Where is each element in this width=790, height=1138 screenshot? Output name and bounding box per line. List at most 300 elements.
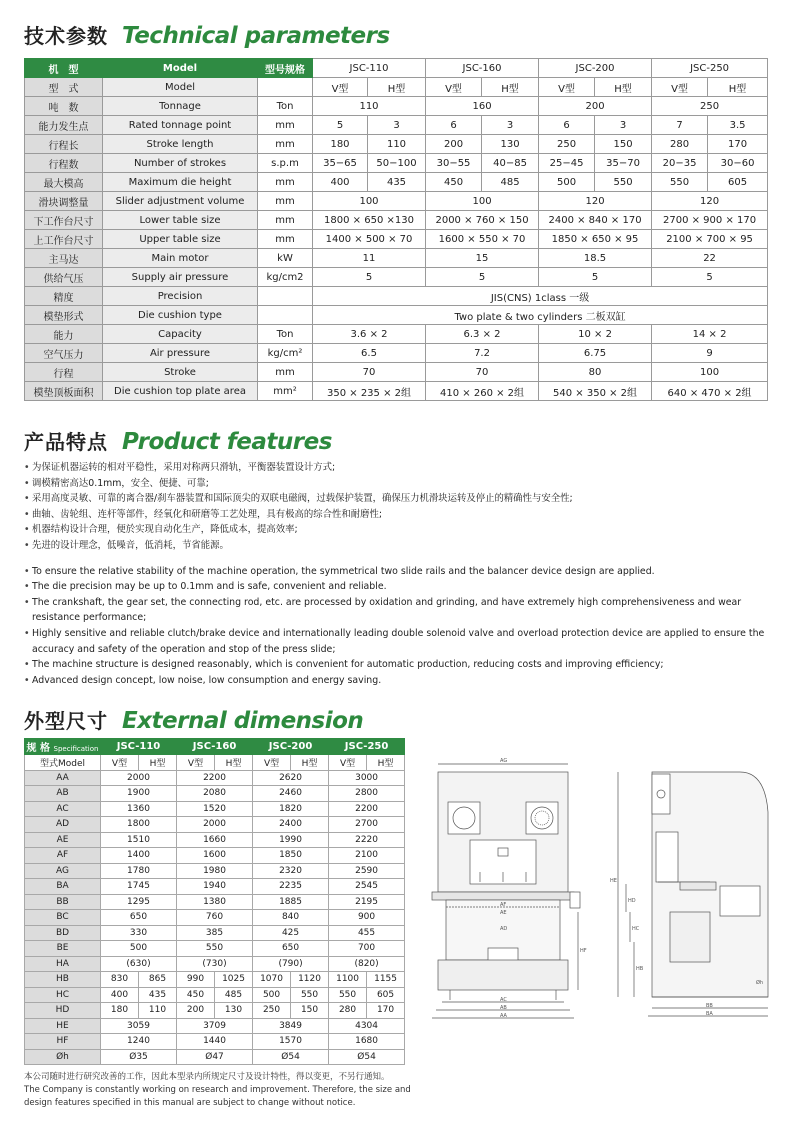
feature-item-cn: • 采用高度灵敏、可靠的离合器/刹车器装置和国际顶尖的双联电磁阀，过载保护装置，确保压力机滑块运转及停止的精确性与安全性; xyxy=(24,491,774,507)
dim-cell: 2000 xyxy=(177,817,253,833)
dim-cell: 2000 xyxy=(101,770,177,786)
dim-key: AF xyxy=(25,848,101,864)
dim-key: BE xyxy=(25,941,101,957)
dim-cell: 400 xyxy=(101,987,139,1003)
dim-cell: 1800 xyxy=(101,817,177,833)
tech-cell: 450 xyxy=(426,173,482,192)
tech-cell: V型 xyxy=(426,78,482,97)
tech-row xyxy=(25,230,768,249)
drawing-label: HF xyxy=(580,948,587,954)
tech-cell: H型 xyxy=(708,78,768,97)
tech-row xyxy=(25,287,768,306)
dim-key: BA xyxy=(25,879,101,895)
dim-cell: 1440 xyxy=(177,1034,253,1050)
tech-cell: 70 xyxy=(426,363,539,382)
note-cn: 本公司随时进行研究改善的工作，因此本型录内所规定尺寸及设计特性，得以变更，不另行通知。 xyxy=(24,1072,390,1082)
note-en-line2: design features specified in this manual are subject to change without notice. xyxy=(24,1098,356,1108)
tech-cell: 40−85 xyxy=(482,154,539,173)
model-header: JSC-110 xyxy=(313,59,426,78)
tech-header-cn: 机 型 xyxy=(25,59,103,78)
dim-cell: 435 xyxy=(139,987,177,1003)
feature-item-en: • The crankshaft, the gear set, the connecting rod, etc. are processed by oxidation and grinding, and have extremely high comprehensiveness and wear resistance performance; xyxy=(24,595,774,626)
dim-cell: 2235 xyxy=(253,879,329,895)
row-unit: mm xyxy=(258,116,313,135)
dim-header-spec xyxy=(25,739,101,755)
tech-cell: 640 × 470 × 2组 xyxy=(652,382,768,401)
dim-key: BB xyxy=(25,894,101,910)
row-label-cn: 行程长 xyxy=(25,135,103,154)
features-title-en: Product features xyxy=(122,429,332,455)
dim-header-row xyxy=(25,739,405,755)
dim-row xyxy=(25,848,405,864)
dim-cell: 3059 xyxy=(101,1018,177,1034)
row-unit: mm xyxy=(258,211,313,230)
dim-cell: 1940 xyxy=(177,879,253,895)
row-label-en: Die cushion type xyxy=(103,306,258,325)
tech-cell: 410 × 260 × 2组 xyxy=(426,382,539,401)
row-label-cn: 行程数 xyxy=(25,154,103,173)
dim-cell: 1885 xyxy=(253,894,329,910)
dim-cell: 500 xyxy=(101,941,177,957)
dim-cell: 1745 xyxy=(101,879,177,895)
dim-key: AD xyxy=(25,817,101,833)
dim-cell: 840 xyxy=(253,910,329,926)
tech-cell: 5 xyxy=(539,268,652,287)
tech-cell: 550 xyxy=(595,173,652,192)
dim-row xyxy=(25,817,405,833)
dimension-title-cn: 外型尺寸 xyxy=(24,709,108,733)
dim-key: BD xyxy=(25,925,101,941)
dim-type-cell: H型 xyxy=(215,755,253,771)
tech-cell: 170 xyxy=(708,135,768,154)
drawing-label: HB xyxy=(636,966,644,972)
row-label-cn: 吨 数 xyxy=(25,97,103,116)
row-label-cn: 下工作台尺寸 xyxy=(25,211,103,230)
tech-cell: 5 xyxy=(652,268,768,287)
dim-cell: 1100 xyxy=(329,972,367,988)
row-unit xyxy=(258,287,313,306)
row-unit: kg/cm² xyxy=(258,344,313,363)
drawing-label: BA xyxy=(706,1011,713,1017)
features-en-list xyxy=(24,564,774,689)
dim-key: AB xyxy=(25,786,101,802)
row-unit: s.p.m xyxy=(258,154,313,173)
row-label-cn: 能力 xyxy=(25,325,103,344)
tech-cell: 3.5 xyxy=(708,116,768,135)
tech-row xyxy=(25,116,768,135)
dim-cell: 1980 xyxy=(177,863,253,879)
tech-cell: H型 xyxy=(482,78,539,97)
dim-cell: 425 xyxy=(253,925,329,941)
dim-cell: 3000 xyxy=(329,770,405,786)
row-label-en: Main motor xyxy=(103,249,258,268)
dim-cell: 1660 xyxy=(177,832,253,848)
row-label-cn: 滑块调整量 xyxy=(25,192,103,211)
tech-cell: V型 xyxy=(539,78,595,97)
tech-cell: 160 xyxy=(426,97,539,116)
dim-cell: 385 xyxy=(177,925,253,941)
tech-cell: 1850 × 650 × 95 xyxy=(539,230,652,249)
dimension-title-en: External dimension xyxy=(122,708,364,734)
dim-cell: 150 xyxy=(291,1003,329,1019)
dim-cell: 550 xyxy=(291,987,329,1003)
tech-title-cn: 技术参数 xyxy=(24,24,108,48)
dim-spec-en: Specification xyxy=(53,745,99,753)
dim-cell: 2080 xyxy=(177,786,253,802)
dim-cell: 450 xyxy=(177,987,215,1003)
dim-type-label: 型式Model xyxy=(25,755,101,771)
dim-key: HD xyxy=(25,1003,101,1019)
dim-model-header: JSC-110 xyxy=(101,739,177,755)
row-label-en: Slider adjustment volume xyxy=(103,192,258,211)
dim-cell: 550 xyxy=(177,941,253,957)
dim-row xyxy=(25,863,405,879)
row-label-en: Stroke length xyxy=(103,135,258,154)
dim-spec-cn: 规 格 xyxy=(26,743,51,754)
dim-cell: 2620 xyxy=(253,770,329,786)
tech-row xyxy=(25,97,768,116)
dim-cell: 2220 xyxy=(329,832,405,848)
external-dimension-table xyxy=(24,738,405,1065)
tech-cell: 120 xyxy=(652,192,768,211)
features-section-title xyxy=(24,426,332,455)
row-unit: mm xyxy=(258,192,313,211)
tech-cell: 1400 × 500 × 70 xyxy=(313,230,426,249)
dim-cell: 2195 xyxy=(329,894,405,910)
tech-cell: 605 xyxy=(708,173,768,192)
dim-cell: 760 xyxy=(177,910,253,926)
tech-cell: 7.2 xyxy=(426,344,539,363)
dim-type-cell: H型 xyxy=(367,755,405,771)
dim-key: HC xyxy=(25,987,101,1003)
dim-key: AE xyxy=(25,832,101,848)
tech-cell: 6.75 xyxy=(539,344,652,363)
tech-row xyxy=(25,211,768,230)
dim-key: BC xyxy=(25,910,101,926)
row-label-en: Upper table size xyxy=(103,230,258,249)
dim-cell: 990 xyxy=(177,972,215,988)
drawing-label: AA xyxy=(500,1013,507,1019)
dim-cell: 1510 xyxy=(101,832,177,848)
dim-key: HA xyxy=(25,956,101,972)
dim-cell: 200 xyxy=(177,1003,215,1019)
drawing-label: BB xyxy=(706,1003,713,1009)
tech-cell: 25−45 xyxy=(539,154,595,173)
tech-row xyxy=(25,249,768,268)
dim-cell: 500 xyxy=(253,987,291,1003)
tech-header-row xyxy=(25,59,768,78)
row-unit: mm xyxy=(258,135,313,154)
tech-cell: 400 xyxy=(313,173,368,192)
dim-cell: Ø54 xyxy=(329,1049,405,1065)
tech-cell: 485 xyxy=(482,173,539,192)
tech-row xyxy=(25,363,768,382)
features-list xyxy=(24,460,774,688)
tech-cell: 35−70 xyxy=(595,154,652,173)
tech-section-title xyxy=(24,20,390,49)
dim-key: AA xyxy=(25,770,101,786)
dim-cell: (820) xyxy=(329,956,405,972)
row-label-en: Lower table size xyxy=(103,211,258,230)
tech-cell: 6 xyxy=(539,116,595,135)
dim-cell: 2200 xyxy=(329,801,405,817)
dim-cell: 2460 xyxy=(253,786,329,802)
drawing-label: AB xyxy=(500,1005,507,1011)
tech-cell: 435 xyxy=(368,173,426,192)
tech-cell: 1600 × 550 × 70 xyxy=(426,230,539,249)
dim-cell: 1820 xyxy=(253,801,329,817)
row-unit: mm xyxy=(258,173,313,192)
tech-cell: 6.3 × 2 xyxy=(426,325,539,344)
tech-row xyxy=(25,78,768,97)
dim-key: AG xyxy=(25,863,101,879)
row-label-cn: 型 式 xyxy=(25,78,103,97)
tech-cell: 3 xyxy=(368,116,426,135)
feature-item-cn: • 调模精密高达0.1mm，安全、便捷、可靠; xyxy=(24,476,774,492)
dim-cell: 455 xyxy=(329,925,405,941)
dim-model-header: JSC-160 xyxy=(177,739,253,755)
drawing-label: HE xyxy=(610,878,617,884)
dim-row xyxy=(25,1034,405,1050)
row-label-cn: 精度 xyxy=(25,287,103,306)
feature-item-cn: • 为保证机器运转的相对平稳性，采用对称两只滑轨，平衡器装置设计方式; xyxy=(24,460,774,476)
tech-cell: 6.5 xyxy=(313,344,426,363)
dim-cell: 550 xyxy=(329,987,367,1003)
model-header: JSC-160 xyxy=(426,59,539,78)
dim-cell: 605 xyxy=(367,987,405,1003)
tech-cell: 5 xyxy=(426,268,539,287)
tech-cell: 30−55 xyxy=(426,154,482,173)
dim-type-cell: V型 xyxy=(101,755,139,771)
row-label-en: Model xyxy=(103,78,258,97)
tech-row xyxy=(25,135,768,154)
dim-cell: 1070 xyxy=(253,972,291,988)
dim-cell: 900 xyxy=(329,910,405,926)
row-label-cn: 行程 xyxy=(25,363,103,382)
dim-model-header: JSC-250 xyxy=(329,739,405,755)
tech-cell: 15 xyxy=(426,249,539,268)
dim-cell: 1360 xyxy=(101,801,177,817)
row-unit: mm xyxy=(258,363,313,382)
dim-cell: 1520 xyxy=(177,801,253,817)
tech-row xyxy=(25,306,768,325)
row-label-en: Capacity xyxy=(103,325,258,344)
feature-item-en: • The die precision may be up to 0.1mm and is safe, convenient and reliable. xyxy=(24,579,774,595)
tech-cell: 250 xyxy=(652,97,768,116)
tech-title-en: Technical parameters xyxy=(122,23,390,49)
row-unit: mm xyxy=(258,230,313,249)
dim-cell: 1295 xyxy=(101,894,177,910)
drawing-label: AG xyxy=(500,758,508,764)
dim-key: HB xyxy=(25,972,101,988)
tech-cell: 120 xyxy=(539,192,652,211)
tech-row xyxy=(25,154,768,173)
dim-type-cell: V型 xyxy=(177,755,215,771)
drawing-label: Øh xyxy=(756,980,764,986)
dim-row xyxy=(25,832,405,848)
tech-cell: 80 xyxy=(539,363,652,382)
dim-cell: 1850 xyxy=(253,848,329,864)
tech-row xyxy=(25,325,768,344)
dim-cell: 830 xyxy=(101,972,139,988)
disclaimer-note xyxy=(24,1071,411,1110)
tech-cell: 30−60 xyxy=(708,154,768,173)
dim-key: HE xyxy=(25,1018,101,1034)
tech-cell: 22 xyxy=(652,249,768,268)
drawing-label: HC xyxy=(632,926,640,932)
row-label-cn: 模垫形式 xyxy=(25,306,103,325)
dim-cell: 700 xyxy=(329,941,405,957)
tech-row xyxy=(25,268,768,287)
tech-cell: 50−100 xyxy=(368,154,426,173)
row-label-cn: 上工作台尺寸 xyxy=(25,230,103,249)
note-en-line1: The Company is constantly working on research and improvement. Therefore, the size and xyxy=(24,1085,411,1095)
tech-cell: 100 xyxy=(313,192,426,211)
dim-row xyxy=(25,941,405,957)
tech-cell: 35−65 xyxy=(313,154,368,173)
row-label-cn: 能力发生点 xyxy=(25,116,103,135)
row-label-cn: 最大模高 xyxy=(25,173,103,192)
dim-cell: Ø54 xyxy=(253,1049,329,1065)
dim-model-header: JSC-200 xyxy=(253,739,329,755)
dim-type-cell: V型 xyxy=(329,755,367,771)
dim-cell: 1120 xyxy=(291,972,329,988)
dim-cell: 4304 xyxy=(329,1018,405,1034)
dim-cell: 280 xyxy=(329,1003,367,1019)
tech-cell: 180 xyxy=(313,135,368,154)
dim-row xyxy=(25,894,405,910)
tech-row xyxy=(25,382,768,401)
dim-row xyxy=(25,910,405,926)
row-label-en: Stroke xyxy=(103,363,258,382)
tech-cell: 150 xyxy=(595,135,652,154)
dim-cell: 2320 xyxy=(253,863,329,879)
feature-item-cn: • 先进的设计理念，低噪音，低消耗，节省能源。 xyxy=(24,538,774,554)
dim-cell: 1025 xyxy=(215,972,253,988)
dim-cell: 110 xyxy=(139,1003,177,1019)
dim-cell: (790) xyxy=(253,956,329,972)
row-unit: mm² xyxy=(258,382,313,401)
dim-row xyxy=(25,801,405,817)
dim-cell: 2800 xyxy=(329,786,405,802)
dim-cell: 1990 xyxy=(253,832,329,848)
tech-cell: 110 xyxy=(313,97,426,116)
row-unit: kW xyxy=(258,249,313,268)
tech-header-en: Model xyxy=(103,59,258,78)
front-view xyxy=(432,758,587,1019)
tech-cell: 11 xyxy=(313,249,426,268)
row-unit: kg/cm2 xyxy=(258,268,313,287)
row-label-en: Number of strokes xyxy=(103,154,258,173)
model-header: JSC-200 xyxy=(539,59,652,78)
tech-cell: 14 × 2 xyxy=(652,325,768,344)
dim-cell: 1155 xyxy=(367,972,405,988)
tech-cell: 130 xyxy=(482,135,539,154)
row-label-en: Maximum die height xyxy=(103,173,258,192)
row-label-en: Tonnage xyxy=(103,97,258,116)
dim-cell: 1680 xyxy=(329,1034,405,1050)
dim-cell: 650 xyxy=(101,910,177,926)
tech-cell: 2700 × 900 × 170 xyxy=(652,211,768,230)
tech-cell: 18.5 xyxy=(539,249,652,268)
dim-cell: 1570 xyxy=(253,1034,329,1050)
row-label-en: Supply air pressure xyxy=(103,268,258,287)
dim-cell: 130 xyxy=(215,1003,253,1019)
tech-cell: 7 xyxy=(652,116,708,135)
row-unit: Ton xyxy=(258,325,313,344)
tech-cell: 2000 × 760 × 150 xyxy=(426,211,539,230)
features-cn-list xyxy=(24,460,774,554)
dim-row xyxy=(25,1049,405,1065)
tech-cell: 2100 × 700 × 95 xyxy=(652,230,768,249)
tech-cell: 100 xyxy=(426,192,539,211)
dim-type-cell: V型 xyxy=(253,755,291,771)
feature-item-en: • Advanced design concept, low noise, low consumption and energy saving. xyxy=(24,673,774,689)
dim-cell: 1600 xyxy=(177,848,253,864)
dim-row xyxy=(25,956,405,972)
dim-cell: 1240 xyxy=(101,1034,177,1050)
row-unit xyxy=(258,78,313,97)
tech-cell: 110 xyxy=(368,135,426,154)
dim-cell: 1780 xyxy=(101,863,177,879)
dim-cell: 2200 xyxy=(177,770,253,786)
dim-key: AC xyxy=(25,801,101,817)
drawing-label: AC xyxy=(500,997,507,1003)
dim-row xyxy=(25,879,405,895)
drawing-label: AF xyxy=(500,902,507,908)
dim-cell: 485 xyxy=(215,987,253,1003)
tech-cell: 6 xyxy=(426,116,482,135)
row-label-en: Die cushion top plate area xyxy=(103,382,258,401)
dim-key: Øh xyxy=(25,1049,101,1065)
row-label-cn: 主马达 xyxy=(25,249,103,268)
dim-cell: (630) xyxy=(101,956,177,972)
feature-item-cn: • 曲轴、齿轮组、连杆等部件，经氧化和研磨等工艺处理，具有极高的综合性和耐磨性; xyxy=(24,507,774,523)
dim-row xyxy=(25,925,405,941)
dim-cell: 3709 xyxy=(177,1018,253,1034)
row-label-en: Air pressure xyxy=(103,344,258,363)
tech-cell: H型 xyxy=(595,78,652,97)
feature-item-en: • Highly sensitive and reliable clutch/brake device and internationally leading double solenoid valve and overload protection device are applied to ensure the accuracy and safety of the operation and stop of the press slide; xyxy=(24,626,774,657)
dim-cell: 1900 xyxy=(101,786,177,802)
tech-cell: 9 xyxy=(652,344,768,363)
row-unit xyxy=(258,306,313,325)
drawing-label: AE xyxy=(500,910,507,916)
dim-row xyxy=(25,1003,405,1019)
row-unit: Ton xyxy=(258,97,313,116)
dimension-section-title xyxy=(24,705,363,734)
technical-parameters-table xyxy=(24,58,768,401)
tech-cell: 70 xyxy=(313,363,426,382)
feature-item-en: • To ensure the relative stability of the machine operation, the symmetrical two slide rails and the balancer device design are applied. xyxy=(24,564,774,580)
features-title-cn: 产品特点 xyxy=(24,430,108,454)
tech-row xyxy=(25,173,768,192)
dim-cell: 1400 xyxy=(101,848,177,864)
dim-subheader-row xyxy=(25,755,405,771)
tech-cell: 280 xyxy=(652,135,708,154)
dim-key: HF xyxy=(25,1034,101,1050)
dim-cell: 170 xyxy=(367,1003,405,1019)
tech-cell: 20−35 xyxy=(652,154,708,173)
tech-cell: JIS(CNS) 1class 一级 xyxy=(313,287,768,306)
tech-cell: 540 × 350 × 2组 xyxy=(539,382,652,401)
dim-cell: 650 xyxy=(253,941,329,957)
tech-row xyxy=(25,192,768,211)
tech-cell: 10 × 2 xyxy=(539,325,652,344)
dim-cell: (730) xyxy=(177,956,253,972)
dim-cell: 2545 xyxy=(329,879,405,895)
row-label-cn: 空气压力 xyxy=(25,344,103,363)
